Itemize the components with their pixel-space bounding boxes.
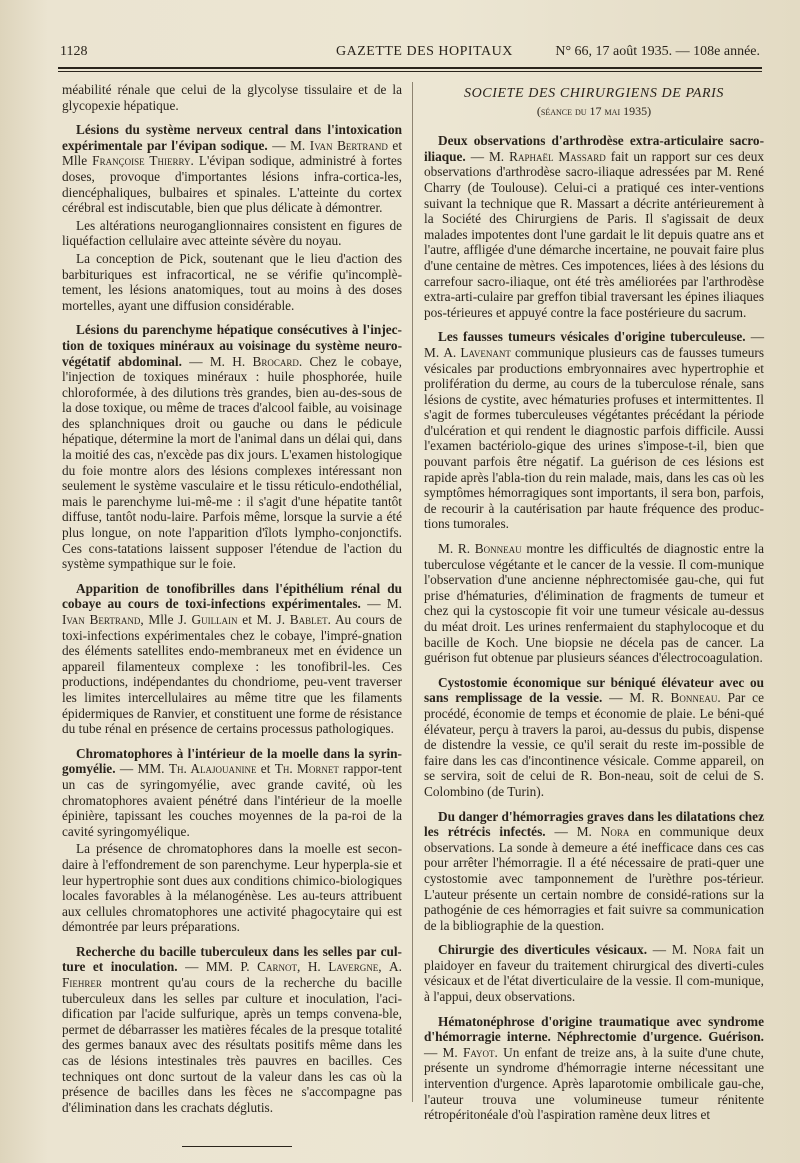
article-fausses-tumeurs: Les fausses tumeurs vésicales d'origine tuberculeuse. — M. A. Lavenant communique plusieurs cas de fausses tumeurs vésicales par productions embryonnaires avec hypertrophie et prolifération du derme, au cours de la tuberculose rénale, sans lésions de cystite, avec hématuries profuses et intermittentes. Il s'agit de formes tuberculeuses végétantes précédant la période d'ulcération et qui rendent le diagnostic parfois difficile. Aussi l'examen bactériolo-gique des urines s'impose-t-il, bien que pouvant parfois être négatif. La guérison de ces lésions est rapide après l'abla-tion du rein malade, mais, dans les cas où les symptômes hémorragiques sont importants, il sera bon, parfois, de recourir à la cautérisation par haute fréquence des produc-tions tumorales.	[424, 329, 765, 532]
author: A. Fiehrer	[62, 959, 402, 991]
end-rule	[182, 1146, 292, 1147]
session-date: (séance du 17 mai 1935)	[536, 103, 652, 118]
article-title: Recherche du bacille tuberculeux dans les selles par cul-ture et inoculation.	[62, 943, 402, 975]
author: H. Brocard	[232, 353, 299, 369]
author: Ivan Bertrand	[309, 137, 388, 153]
page-number: 1128	[60, 44, 88, 59]
article-hemorragies: Du danger d'hémorragies graves dans les dilatations chez les rétrécis infectés. — M. Nora en communique deux observations. La sonde à demeure a été inefficace dans ces cas pour arrêter l'hémorragie. Il a été nécessaire de prati-quer une cystostomie avec tamponnement de l'urèthre pos-térieur. L'auteur présente un certain nombre de considé-rations sur la pathogénie de ces hémorragies et fait suivre sa communication de la bibliographie de la question.	[424, 808, 765, 933]
article-arthrodese: Deux observations d'arthrodèse extra-articulaire sacro-iliaque. — M. Raphaël Massard fait un rapport sur ces deux observations d'arthrodèse sacro-iliaque adressées par M. René Charry (de Toulouse). Celui-ci a pratiqué ces inter-ventions suivant la technique que R. Massart a décrite antérieurement à la Société des Chirurgiens de Paris. Il s'agissait de deux malades impotentes dont l'une gardait le lit depuis quatre ans et l'autre, affligée d'une démarche incertaine, ne pouvait faire plus d'une centaine de mètres. Ces impotences, liées à des lésions du carrefour sacro-iliaque, ont été très améliorées par l'arthrodèse extra-arti-culaire par greffon tibial traversant les épines iliaques pos-térieures et appuyé contre la face postérieure du sacrum.	[424, 133, 764, 320]
author: Fayot	[462, 1044, 495, 1060]
author: J. Guillain	[178, 612, 238, 627]
article-diverticules: Chirurgie des diverticules vésicaux. — M. Nora fait un plaidoyer en faveur du traitement chirurgical des diverti-cules vésicaux et de l'état diverticulaire de la vessie. Il com-munique, à l'appui, deux observations.	[424, 942, 764, 1005]
article-hematonephrose: Hématonéphrose d'origine traumatique avec syndrome d'hémorragie interne. Néphrectomie d'urgence. Guérison. — M. Fayot. Un enfant de treize ans, à la suite d'une chute, présente un syndrome d'hémorragie interne nécessitant une intervention d'urgence. Après laparotomie ombilicale gau-che, l'auteur trouva une volumineuse tumeur rénitente rétropéritonéale d'où l'aspiration ramène deux litres et	[424, 1013, 765, 1123]
article-title: Lésions du parenchyme hépatique consécutives à l'injec-tion de toxiques minéraux au voisinage du système neuro-végétatif abdominal.	[62, 322, 402, 369]
author: Françoise Thierry	[92, 153, 191, 169]
article-title: Cystostomie économique sur béniqué élévateur avec ou sans remplissage de la vessie.	[424, 674, 764, 706]
article-title: Chirurgie des diverticules vésicaux.	[438, 942, 648, 958]
article-cystostomie: Cystostomie économique sur béniqué élévateur avec ou sans remplissage de la vessie. — M. R. Bonneau. Par ce procédé, économie de temps et économie de plaie. Le béni-qué élévateur, perçu à travers la paroi, au-dessus du pubis, dispense de distendre la vessie, ce qu'il serait du reste im-possible de faire dans les cas d'incontinence vésicale. Comme appareil, on se servira, soit de celui de R. Bon-neau, soit de celui de S. Colombino (de Turin).	[424, 674, 764, 799]
article-title: Les fausses tumeurs vésicales d'origine tuberculeuse.	[438, 329, 746, 345]
author: Bonneau	[474, 541, 522, 557]
journal-title: GAZETTE DES HOPITAUX	[336, 44, 513, 59]
author: Th. Alajouanine	[168, 761, 257, 777]
article-evipan: Lésions du système nerveux central dans l'intoxication expérimentale par l'évipan sodique. — M. Ivan Bertrand et Mlle Françoise Thierry. L'évipan sodique, administré à fortes doses, provoque d'importantes lésions infra-cortica-les, diencéphaliques, bulbaires et spinales. L'atteinte du cortex cérébral est indiscutable, bien que plus délicate à démontrer.	[62, 122, 403, 216]
author: Bonneau	[670, 690, 718, 706]
header-rule	[58, 67, 762, 69]
paragraph: M. R. Bonneau montre les difficultés de diagnostic entre la tuberculose végétante et le cancer de la vessie. Il com-munique l'observation d'une ancienne néphrectomisée gau-che, qui fut prise d'hématuries, d'élimination de fragments de tumeur et chez qui la cystoscopie fit voir une tumeur vésicale au-dessus du méat droit. Les urines renfermaient du staphylocoque et du bacille de Koch. Une biopsie ne décela pas de cancer. La guérison fut obtenue par plusieurs séances d'électrocoagulation.	[424, 541, 764, 666]
column-divider	[412, 82, 413, 1102]
paragraph: Les altérations neuroganglionnaires consistent en figures de liquéfaction cellulaire avec atteinte sévère du noyau.	[62, 217, 402, 249]
author: J. Bablet	[276, 612, 328, 627]
intro-paragraph: méabilité rénale que celui de la glycolyse tissulaire et de la glycopexie hépatique.	[62, 82, 402, 113]
author: Nora	[600, 824, 630, 840]
left-column	[62, 82, 402, 1124]
author: Raphaël Massard	[509, 148, 606, 164]
article-title: Apparition de tonofibrilles dans l'épithélium rénal du cobaye au cours de toxi-infections expérimentales.	[62, 580, 402, 612]
author: Nora	[692, 942, 722, 958]
author: A. Lavenant	[443, 344, 511, 360]
article-hepatique: Lésions du parenchyme hépatique consécutives à l'injec-tion de toxiques minéraux au voisinage du système neuro-végétatif abdominal. — M. H. Brocard. Chez le cobaye, l'injection de toxiques minéraux : huile phosphorée, huile chloroformée, à des dilutions très grandes, bien au-des-sous de la dose toxique, ou même de traces d'alcool faible, au voisinage des splanchniques droit ou gauche ou dans le pédicule hépatique, détermine la mort de l'animal dans un délai qui, dans la moitié des cas, n'excède pas dix jours. L'examen histologique du foie montre alors des lésions complexes intéressant non seulement le système vasculaire et le tissu réticulo-endothélial, mais le parenchyme lui-mê-me : il s'agit d'une hépatite tantôt diffuse, tantôt nodu-laire. Parfois même, lorsque la survie a été plus longue, on note l'apparition d'îlots lympho-conjonctifs. Ces cons-tatations laissent supposer l'étendue de l'action du système sympathique sur le foie.	[62, 322, 402, 572]
article-title: Chromatophores à l'intérieur de la moelle dans la syrin-gomyélie.	[62, 745, 402, 777]
article-bacille: Recherche du bacille tuberculeux dans les selles par cul-ture et inoculation. — MM. P. Carnot, H. Lavergne, A. Fiehrer montrent qu'au cours de la recherche du bacille tuberculeux dans les selles par culture et inoculation, l'aci-dification par l'acide sulfurique, après un temps convena-ble, permet de débarrasser les matières fécales de la presque totalité des germes banaux avec des résultats positifs même dans les cas de lésions intestinales très pauvres en bacilles. Ces techniques ont donc surtout de la valeur dans les cas où la présence de bacilles dans les fèces ne s'accompagne pas d'élimination dans les crachats déglutis.	[62, 943, 402, 1115]
author: H. Lavergne	[307, 959, 379, 975]
paragraph: La conception de Pick, soutenant que le lieu d'action des barbituriques est infracortical, ne se vérifie qu'incomplè-tement, les lésions anatomiques, tout au moins à des doses mortelles, ayant une diffusion considérable.	[62, 250, 402, 313]
page-header	[60, 44, 760, 68]
article-title: Hématonéphrose d'origine traumatique avec syndrome d'hémorragie interne. Néphrectomie d'urgence. Guérison.	[424, 1013, 764, 1045]
society-title: SOCIETE DES CHIRURGIENS DE PARIS	[463, 86, 725, 101]
article-title: Du danger d'hémorragies graves dans les dilatations chez les rétrécis infectés.	[424, 808, 764, 840]
right-column	[424, 82, 764, 1132]
header-rule-thin	[58, 71, 762, 72]
article-title: Deux observations d'arthrodèse extra-articulaire sacro-iliaque.	[424, 133, 764, 164]
issue-info: N° 66, 17 août 1935. — 108e année.	[555, 44, 760, 59]
article-chromatophores: Chromatophores à l'intérieur de la moelle dans la syrin-gomyélie. — MM. Th. Alajouanine et Th. Mornet rappor-tent un cas de syringomyélie, avec grande cavité, où les chromatophores avaient pénétré dans l'intérieur de la moelle épinière, tapissant les couches moyennes de la pa-roi de la cavité syringomyélique.	[62, 745, 402, 839]
author: P. Carnot	[240, 959, 297, 975]
paragraph: La présence de chromatophores dans la moelle est secon-daire à l'effondrement de son parenchyme. Leur hyperpla-sie et leur hypertrophie sont dues aux conditions chimico-biologiques locales favorables à la mélanogénèse. Les au-teurs attribuent aux cellules chromatophores une activité phagocytaire qui est démontrée par leurs préparations.	[62, 841, 402, 935]
article-tonofibrilles: Apparition de tonofibrilles dans l'épithélium rénal du cobaye au cours de toxi-infections expérimentales. — M. Ivan Bertrand, Mlle J. Guillain et M. J. Bablet. Au cours de toxi-infections expérimentales chez le cobaye, l'impré-gnation des éléments satellites endo-membraneux met en évidence un appareil filamenteux complexe : les tonofibril-les. Ces productions, indépendantes du chondriome, peu-vent traverser les limites intercellulaires au même titre que les filaments épidermiques de Ranvier, et constituent une forme de résistance du tube rénal en présence de certains processus pathologiques.	[62, 580, 403, 737]
author: Ivan Bertrand	[62, 612, 141, 627]
article-title: Lésions du système nerveux central dans l'intoxication expérimentale par l'évipan sodique.	[62, 122, 402, 153]
author: Th. Mornet	[274, 761, 339, 777]
